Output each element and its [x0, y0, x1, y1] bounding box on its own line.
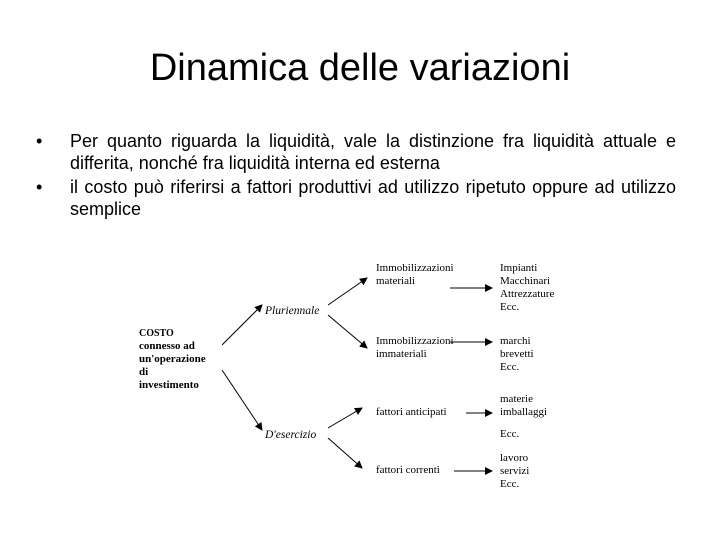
immob-immateriali-label: [376, 335, 454, 361]
bullet-text: il costo può riferirsi a fattori produttivi ad utilizzo ripetuto oppure ad utilizzo semplice: [70, 177, 676, 219]
arrow-root-to-esercizio: [222, 370, 262, 430]
fattori-correnti-label: fattori correnti: [376, 464, 440, 476]
pluriennale-label: Pluriennale: [265, 305, 320, 317]
label-line: Immobilizzazioni: [376, 335, 454, 347]
examples-correnti: [500, 452, 529, 491]
slide-title: Dinamica delle variazioni: [149, 47, 571, 89]
arrow-pluriennale-to-immateriali: [328, 315, 367, 348]
esercizio-label: D'esercizio: [265, 429, 317, 441]
example-item: servizi: [500, 465, 530, 477]
root-line: COSTO: [139, 328, 174, 339]
immob-materiali-label: [376, 262, 454, 288]
example-item: materie: [500, 393, 533, 405]
fattori-anticipati-label: fattori anticipati: [376, 406, 447, 418]
diagram-arrows: [0, 250, 720, 540]
arrow-esercizio-to-correnti: [328, 438, 362, 468]
example-item: Ecc.: [500, 361, 520, 373]
cost-tree-diagram: [0, 250, 720, 540]
bullet-marker: •: [36, 131, 43, 151]
label-line: Immobilizzazioni: [376, 262, 454, 274]
root-line: un'operazione: [139, 353, 206, 365]
bullet-item: [36, 176, 676, 220]
example-spacer: [500, 419, 547, 428]
example-item: imballaggi: [500, 406, 548, 418]
root-line: investimento: [139, 379, 199, 391]
example-item: Impianti: [500, 262, 538, 274]
example-item: Ecc.: [500, 428, 520, 440]
example-item: lavoro: [500, 452, 529, 464]
arrow-root-to-pluriennale: [222, 305, 262, 345]
examples-immateriali: [500, 335, 534, 374]
label-line: immateriali: [376, 348, 427, 360]
root-line: connesso ad: [139, 340, 195, 352]
example-item: Attrezzature: [500, 288, 555, 300]
example-item: Ecc.: [500, 301, 520, 313]
bullet-marker: •: [36, 177, 43, 197]
arrow-pluriennale-to-materiali: [328, 278, 367, 305]
example-item: brevetti: [500, 348, 534, 360]
label-line: materiali: [376, 275, 416, 287]
root-node: [139, 327, 206, 392]
examples-materiali: [500, 262, 554, 314]
example-item: Macchinari: [500, 275, 551, 287]
arrow-esercizio-to-anticipati: [328, 408, 362, 428]
bullet-text: Per quanto riguarda la liquidità, vale la distinzione fra liquidità attuale e differita, nonché fra liquidità interna ed esterna: [70, 131, 676, 173]
example-item: Ecc.: [500, 478, 520, 490]
bullet-item: [36, 130, 676, 174]
examples-anticipati: [500, 393, 547, 441]
root-line: di: [139, 366, 149, 378]
example-item: marchi: [500, 335, 531, 347]
bullet-list: [36, 130, 676, 222]
